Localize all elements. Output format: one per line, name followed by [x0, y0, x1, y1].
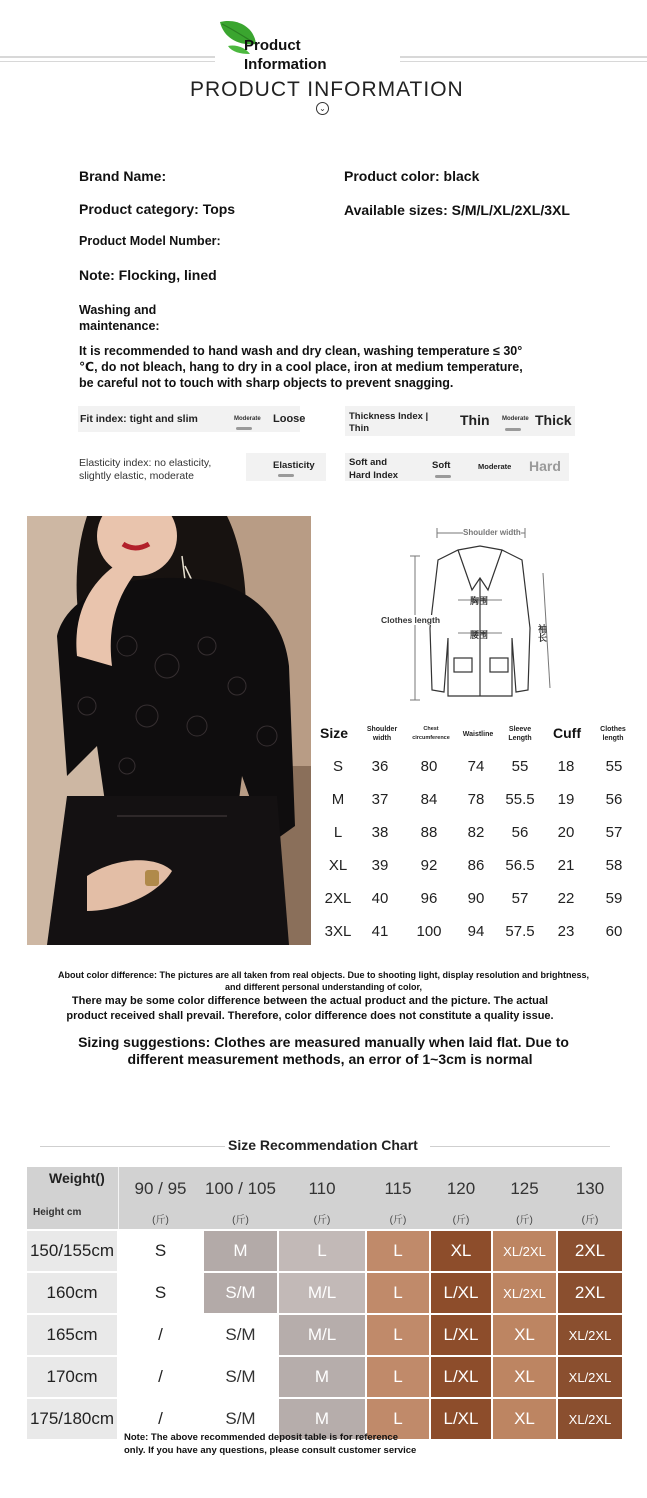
- fit-moderate: Moderate: [234, 416, 261, 422]
- recommend-size-cell: L: [367, 1315, 429, 1355]
- recommend-size-cell: S/M: [204, 1357, 277, 1397]
- size-label: 2XL: [324, 890, 352, 907]
- sizing-suggestion-line2: different measurement methods, an error of 1~3cm is normal: [127, 1051, 533, 1067]
- color-diff-line4: product received shall prevail. Therefore, color difference does not constitute a quality issue.: [66, 1010, 554, 1022]
- size-value: 57: [511, 890, 529, 907]
- garment-measurement-diagram: [380, 518, 560, 708]
- softness-label-1: Soft and: [349, 457, 387, 468]
- thickness-label-2: Thin: [349, 423, 370, 434]
- recommend-size-cell: M: [279, 1357, 365, 1397]
- thickness-moderate: Moderate: [502, 416, 529, 422]
- recommend-rule-left: [40, 1146, 225, 1147]
- softness-label-2: Hard Index: [349, 470, 399, 481]
- size-value: 74: [467, 758, 485, 775]
- product-model: Product Model Number:: [79, 234, 221, 248]
- thickness-thin: Thin: [460, 412, 490, 428]
- size-value: 59: [605, 890, 623, 907]
- recommend-size-cell: M: [279, 1399, 365, 1439]
- chevron-down-circle-icon: ⌄: [316, 102, 329, 115]
- size-value: 57: [605, 824, 623, 841]
- size-value: 55.5: [505, 791, 535, 808]
- weight-unit: (斤): [581, 1215, 599, 1226]
- diagram-shoulder-label: Shoulder width: [463, 528, 521, 537]
- softness-moderate: Moderate: [478, 462, 512, 471]
- size-value: 88: [420, 824, 438, 841]
- product-note: Note: Flocking, lined: [79, 267, 217, 283]
- recommend-size-cell: S/M: [204, 1315, 277, 1355]
- size-value: 21: [557, 857, 575, 874]
- recommend-footnote-2: only. If you have any questions, please consult customer service: [124, 1445, 417, 1456]
- softness-level-marker: [435, 475, 451, 478]
- size-value: 39: [371, 857, 389, 874]
- size-label: 3XL: [324, 923, 352, 940]
- size-value: 41: [371, 923, 389, 940]
- weight-value: 110: [308, 1179, 336, 1198]
- height-row-label: 175/180cm: [27, 1399, 117, 1439]
- size-value: 22: [557, 890, 575, 907]
- recommend-size-cell: XL/2XL: [558, 1315, 622, 1355]
- brand-name: Brand Name:: [79, 168, 167, 184]
- recommend-size-cell: XL: [493, 1315, 556, 1355]
- size-value: 82: [467, 824, 485, 841]
- header-rule-left-2: [0, 61, 215, 62]
- size-value: 23: [557, 923, 575, 940]
- weight-value: 120: [446, 1179, 476, 1198]
- size-label: L: [333, 824, 343, 841]
- size-label: S: [332, 758, 343, 775]
- weight-value: 125: [510, 1179, 539, 1198]
- weight-value: 130: [575, 1179, 605, 1198]
- header-rule-left: [0, 56, 215, 58]
- height-row-label: 150/155cm: [27, 1231, 117, 1271]
- size-value: 58: [605, 857, 623, 874]
- washing-label-1: Washing and: [79, 303, 157, 317]
- recommend-size-cell: XL: [431, 1231, 491, 1271]
- size-value: 56.5: [505, 857, 535, 874]
- size-table: [320, 723, 640, 953]
- thickness-label-1: Thickness Index |: [349, 411, 429, 422]
- fit-index-label: Fit index: tight and slim: [80, 413, 198, 425]
- header-title-line2: Information: [244, 56, 327, 73]
- size-header-size: Size: [320, 725, 349, 741]
- weight-value: 100 / 105: [205, 1179, 276, 1198]
- height-row-label: 170cm: [27, 1357, 117, 1397]
- size-recommendation-chart: [27, 1167, 622, 1430]
- header-rule-right: [400, 56, 647, 58]
- size-header-waist: Waistline: [462, 731, 494, 738]
- fit-level-marker: [236, 427, 252, 430]
- washing-text-1: It is recommended to hand wash and dry clean, washing temperature ≤ 30°: [79, 344, 523, 358]
- weight-value: 90 / 95: [134, 1179, 187, 1198]
- recommend-size-cell: XL: [493, 1399, 556, 1439]
- recommend-size-cell: XL/2XL: [493, 1273, 556, 1313]
- diagram-sleeve-label: 袖长: [537, 624, 547, 642]
- recommend-size-cell: /: [119, 1399, 202, 1439]
- header-rule-right-2: [400, 61, 647, 62]
- elasticity-label-2: slightly elastic, moderate: [79, 470, 194, 482]
- recommend-size-cell: L: [367, 1357, 429, 1397]
- weight-unit: (斤): [232, 1215, 249, 1226]
- thickness-level-marker: [505, 428, 521, 431]
- recommend-rule-right: [430, 1146, 610, 1147]
- washing-text-3: be careful not to touch with sharp objects to prevent snagging.: [79, 376, 454, 390]
- weight-unit: (斤): [516, 1215, 533, 1226]
- size-value: 86: [467, 857, 485, 874]
- recommend-size-cell: L: [367, 1399, 429, 1439]
- size-value: 57.5: [505, 923, 535, 940]
- elasticity-word: Elasticity: [273, 460, 315, 471]
- size-value: 92: [420, 857, 438, 874]
- recommend-size-cell: L/XL: [431, 1315, 491, 1355]
- recommend-size-cell: 2XL: [558, 1231, 622, 1271]
- fit-loose: Loose: [273, 413, 306, 425]
- softness-hard: Hard: [529, 458, 561, 474]
- recommend-size-cell: /: [119, 1315, 202, 1355]
- header-title-line1: Product: [244, 37, 301, 54]
- elasticity-level-marker: [278, 474, 294, 477]
- elasticity-label-1: Elasticity index: no elasticity,: [79, 457, 212, 469]
- softness-soft: Soft: [432, 460, 451, 471]
- recommend-size-cell: L: [367, 1231, 429, 1271]
- weight-axis-label: Weight(): [49, 1170, 105, 1186]
- page-title: PRODUCT INFORMATION: [190, 78, 464, 101]
- size-header-chest: Chest circumference: [412, 726, 450, 741]
- weight-unit: (斤): [389, 1215, 407, 1226]
- recommend-size-cell: L/XL: [431, 1357, 491, 1397]
- recommend-size-cell: L/XL: [431, 1399, 491, 1439]
- size-value: 60: [605, 923, 623, 940]
- size-value: 96: [420, 890, 438, 907]
- recommend-title: Size Recommendation Chart: [228, 1137, 418, 1153]
- recommend-size-cell: /: [119, 1357, 202, 1397]
- washing-text-2: ℃, do not bleach, hang to dry in a cool place, iron at medium temperature,: [79, 360, 523, 374]
- height-row-label: 165cm: [27, 1315, 117, 1355]
- recommend-size-cell: M: [204, 1231, 277, 1271]
- recommend-size-cell: XL/2XL: [558, 1399, 622, 1439]
- recommend-size-cell: XL/2XL: [558, 1357, 622, 1397]
- size-value: 40: [371, 890, 389, 907]
- size-header-sleeve: Sleeve Length: [508, 726, 532, 742]
- size-label: M: [331, 791, 345, 808]
- recommend-size-cell: M/L: [279, 1315, 365, 1355]
- height-axis-label: Height cm: [33, 1207, 82, 1218]
- size-header-cuff: Cuff: [553, 725, 581, 741]
- recommend-size-cell: S/M: [204, 1273, 277, 1313]
- recommend-size-cell: L: [367, 1273, 429, 1313]
- diagram-chest-label: 胸围: [470, 596, 489, 606]
- weight-unit: (斤): [313, 1215, 331, 1226]
- size-value: 20: [557, 824, 575, 841]
- recommend-size-cell: M/L: [279, 1273, 365, 1313]
- product-photo: [27, 516, 311, 945]
- available-sizes: Available sizes: S/M/L/XL/2XL/3XL: [344, 202, 570, 218]
- weight-unit: (斤): [452, 1215, 470, 1226]
- diagram-waist-label: 腰围: [470, 630, 489, 640]
- size-label: XL: [328, 857, 348, 874]
- product-color: Product color: black: [344, 168, 480, 184]
- recommend-size-cell: S: [119, 1273, 202, 1313]
- recommend-size-cell: L/XL: [431, 1273, 491, 1313]
- recommend-footnote-1: Note: The above recommended deposit table is for reference: [124, 1432, 398, 1443]
- recommend-size-cell: XL/2XL: [493, 1231, 556, 1271]
- size-value: 36: [371, 758, 389, 775]
- size-value: 18: [557, 758, 575, 775]
- size-value: 78: [467, 791, 485, 808]
- size-header-length: Clothes length: [600, 726, 626, 742]
- thickness-thick: Thick: [535, 412, 572, 428]
- size-value: 84: [420, 791, 438, 808]
- size-value: 94: [467, 923, 485, 940]
- recommend-size-cell: 2XL: [558, 1273, 622, 1313]
- recommend-size-cell: S/M: [204, 1399, 277, 1439]
- color-diff-line3: There may be some color difference between the actual product and the picture. The actual: [71, 995, 549, 1007]
- recommend-size-cell: XL: [493, 1357, 556, 1397]
- recommend-size-cell: L: [279, 1231, 365, 1271]
- washing-label-2: maintenance:: [79, 319, 160, 333]
- color-diff-line1: About color difference: The pictures are all taken from real objects. Due to shooting light, display resolution and brightness,: [57, 970, 590, 980]
- size-value: 38: [371, 824, 389, 841]
- color-diff-line2: and different personal understanding of color,: [224, 982, 422, 992]
- height-row-label: 160cm: [27, 1273, 117, 1313]
- size-value: 80: [420, 758, 438, 775]
- weight-unit: (斤): [152, 1215, 169, 1226]
- size-value: 90: [467, 890, 485, 907]
- size-value: 56: [511, 824, 529, 841]
- size-value: 55: [605, 758, 623, 775]
- size-value: 55: [511, 758, 529, 775]
- size-header-shoulder: Shoulder width: [366, 726, 398, 742]
- weight-value: 115: [384, 1179, 412, 1198]
- size-value: 19: [557, 791, 575, 808]
- diagram-length-label: Clothes length: [381, 615, 441, 625]
- sizing-suggestion-line1: Sizing suggestions: Clothes are measured manually when laid flat. Due to: [78, 1034, 569, 1050]
- recommend-size-cell: S: [119, 1231, 202, 1271]
- size-value: 37: [371, 791, 389, 808]
- size-value: 100: [416, 923, 442, 940]
- size-value: 56: [605, 791, 623, 808]
- product-category: Product category: Tops: [79, 201, 236, 217]
